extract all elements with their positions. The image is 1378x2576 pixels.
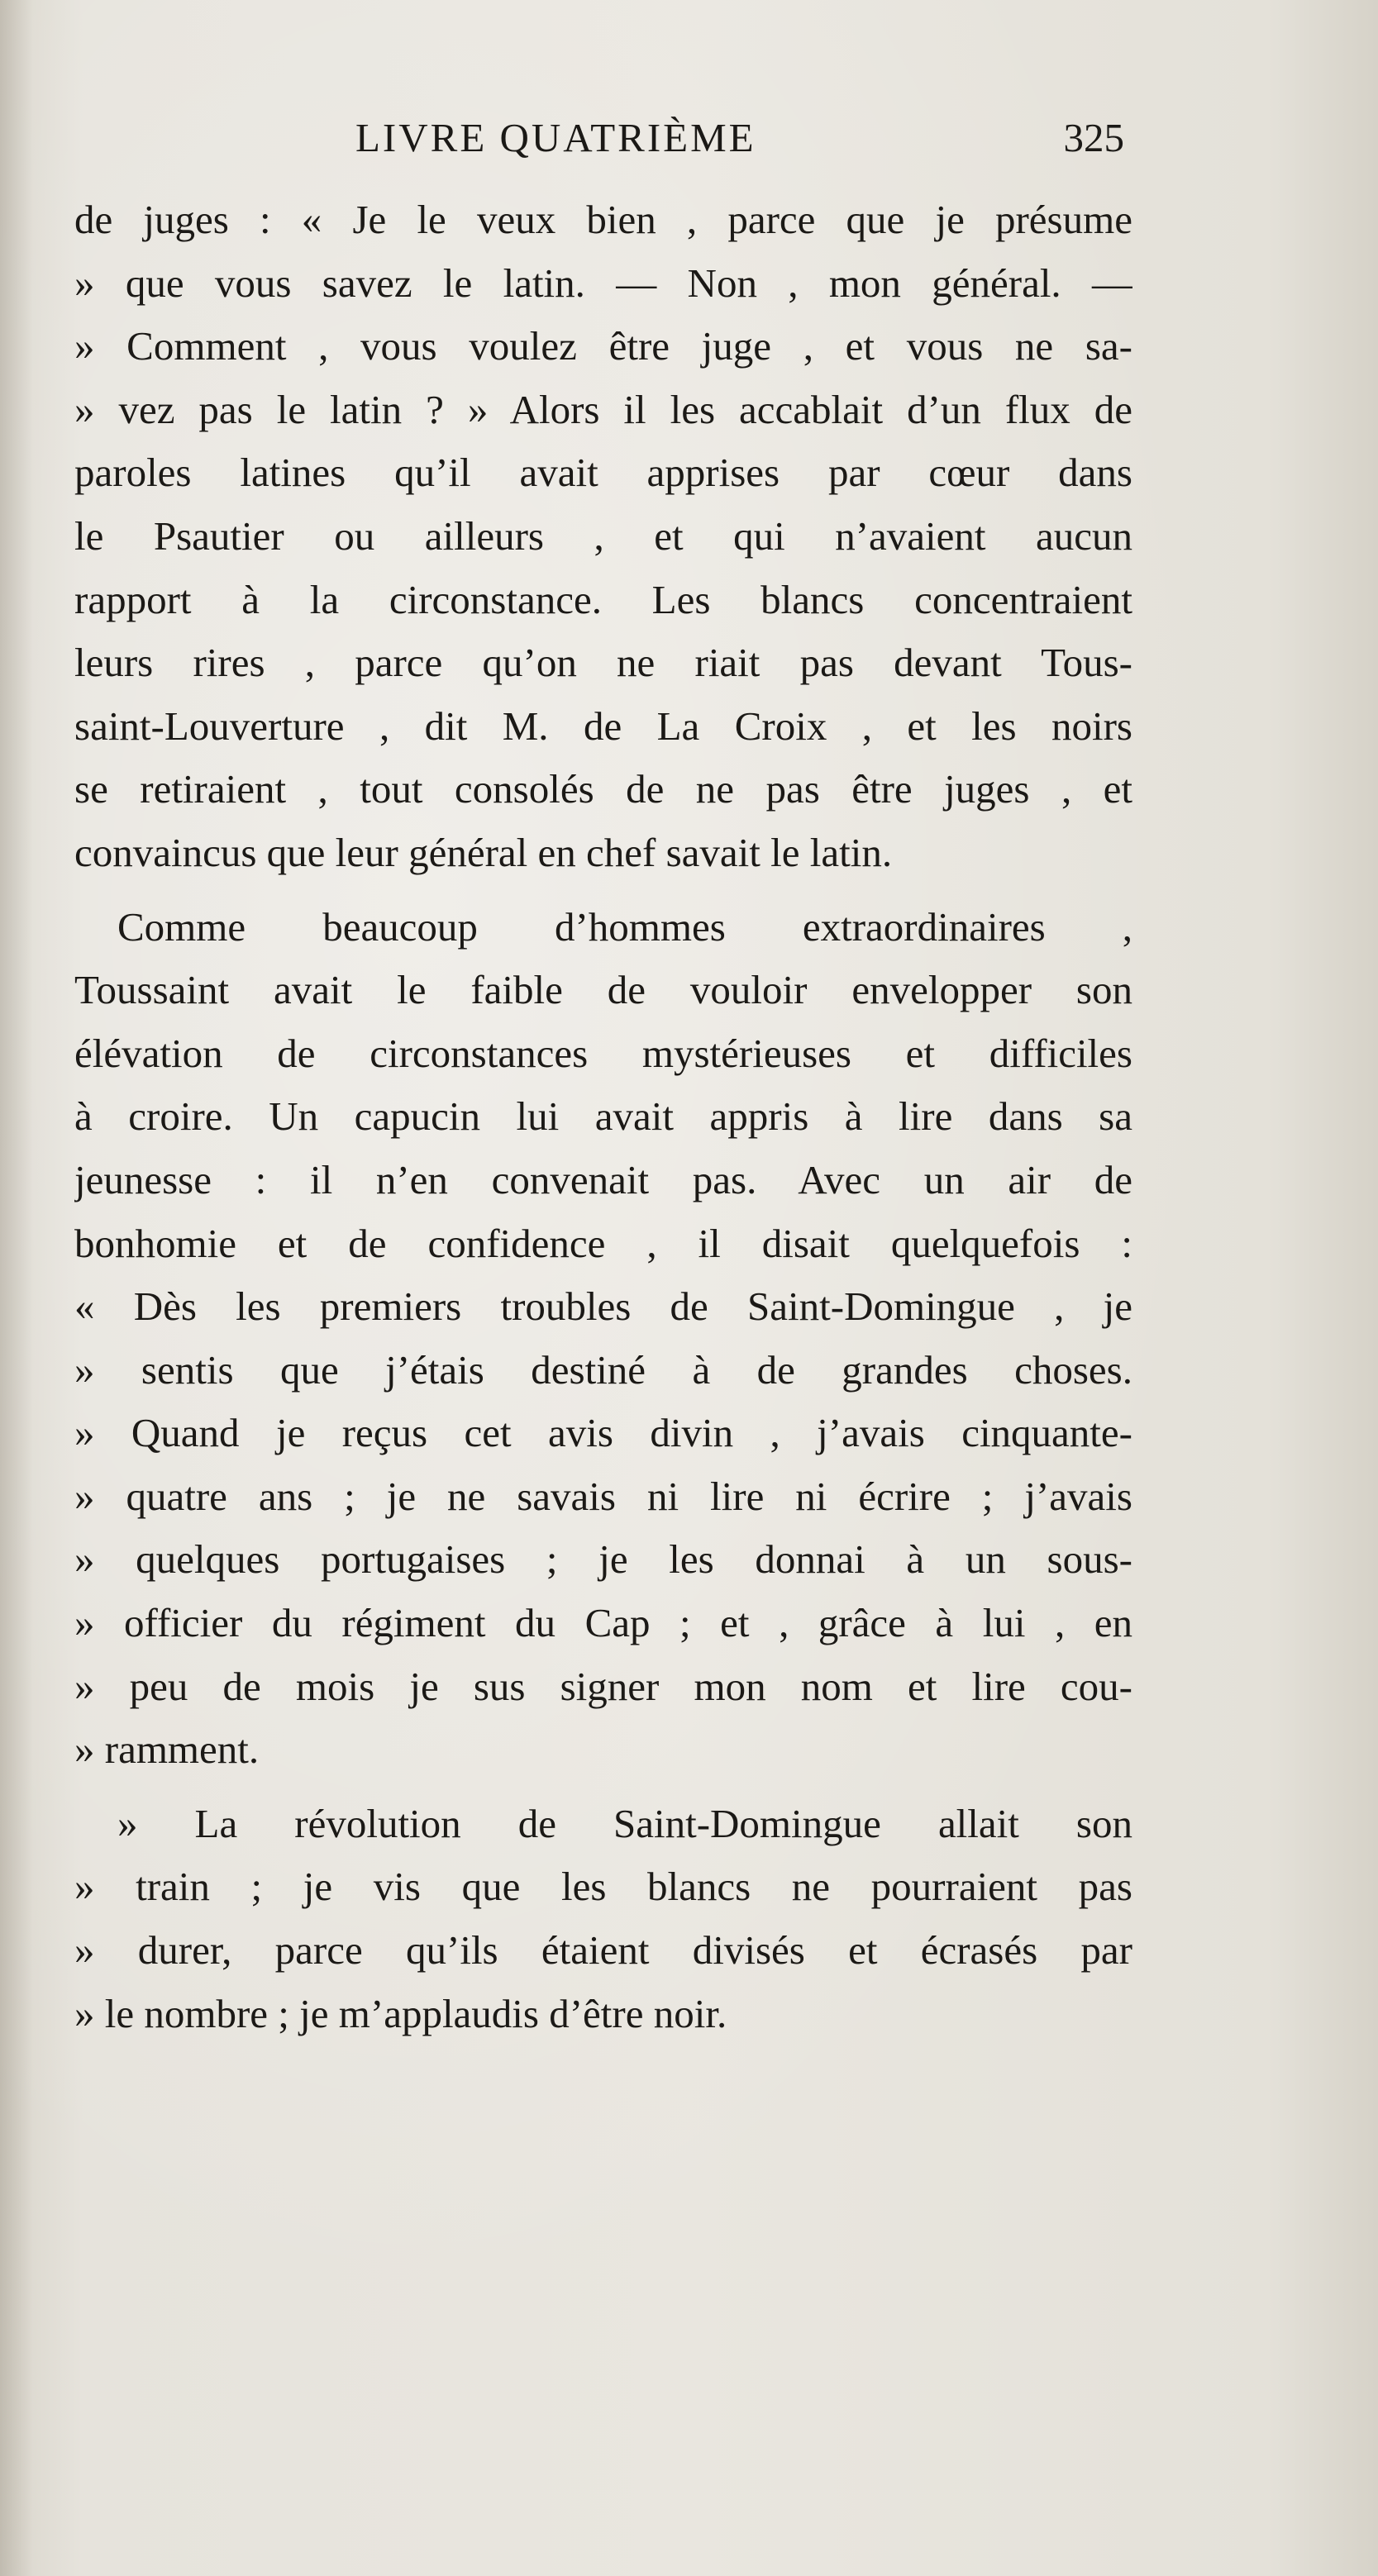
text-line: » quelques portugaises ; je les donnai à un sous-: [74, 1536, 1132, 1583]
text-line: convaincus que leur général en chef savait le latin.: [74, 829, 893, 875]
page-header: [74, 106, 1132, 172]
text-line: se retiraient , tout consolés de ne pas être juges , et: [74, 766, 1132, 812]
text-line: » Comment , vous voulez être juge , et vous ne sa-: [74, 323, 1132, 369]
body-text: [74, 188, 1132, 2045]
text-line: bonhomie et de confidence , il disait quelquefois :: [74, 1220, 1132, 1266]
text-line: le Psautier ou ailleurs , et qui n’avaient aucun: [74, 512, 1132, 559]
text-line: » que vous savez le latin. — Non , mon général. —: [74, 260, 1132, 306]
text-line: à croire. Un capucin lui avait appris à lire dans sa: [74, 1093, 1132, 1140]
text-line: Toussaint avait le faible de vouloir envelopper son: [74, 967, 1132, 1013]
paragraph: [74, 1793, 1132, 2045]
text-line: élévation de circonstances mystérieuses et difficiles: [74, 1030, 1132, 1076]
text-line: » ramment.: [74, 1726, 260, 1773]
text-line: leurs rires , parce qu’on ne riait pas devant Tous-: [74, 640, 1132, 686]
paragraph: [74, 896, 1132, 1782]
text-line: » sentis que j’étais destiné à de grandes choses.: [74, 1346, 1132, 1393]
text-line: rapport à la circonstance. Les blancs concentraient: [74, 576, 1132, 622]
text-line: saint-Louverture , dit M. de La Croix , et les noirs: [74, 702, 1132, 749]
text-line: » Quand je reçus cet avis divin , j’avais cinquante-: [74, 1410, 1132, 1456]
text-line: » le nombre ; je m’applaudis d’être noir.: [74, 1990, 727, 2036]
text-line: » peu de mois je sus signer mon nom et lire cou-: [74, 1663, 1132, 1709]
text-line: Comme beaucoup d’hommes extraordinaires ,: [117, 903, 1132, 950]
text-line: de juges : « Je le veux bien , parce que je présume: [74, 197, 1132, 242]
text-line: paroles latines qu’il avait apprises par cœur dans: [74, 450, 1132, 496]
page-number: 325: [1063, 115, 1124, 160]
text-line: « Dès les premiers troubles de Saint-Domingue , je: [74, 1283, 1132, 1330]
text-line: jeunesse : il n’en convenait pas. Avec un air de: [74, 1156, 1132, 1202]
text-line: » quatre ans ; je ne savais ni lire ni écrire ; j’avais: [74, 1473, 1132, 1519]
running-title: LIVRE QUATRIÈME: [355, 115, 756, 160]
text-line: » vez pas le latin ? » Alors il les accablait d’un flux de: [74, 386, 1132, 432]
text-line: » officier du régiment du Cap ; et , grâce à lui , en: [74, 1600, 1132, 1646]
text-line: » La révolution de Saint-Domingue allait son: [117, 1800, 1132, 1846]
text-line: » train ; je vis que les blancs ne pourraient pas: [74, 1864, 1132, 1910]
paragraph: [74, 188, 1132, 885]
spine-shadow: [0, 0, 33, 2576]
text-line: » durer, parce qu’ils étaient divisés et écrasés par: [74, 1927, 1132, 1974]
